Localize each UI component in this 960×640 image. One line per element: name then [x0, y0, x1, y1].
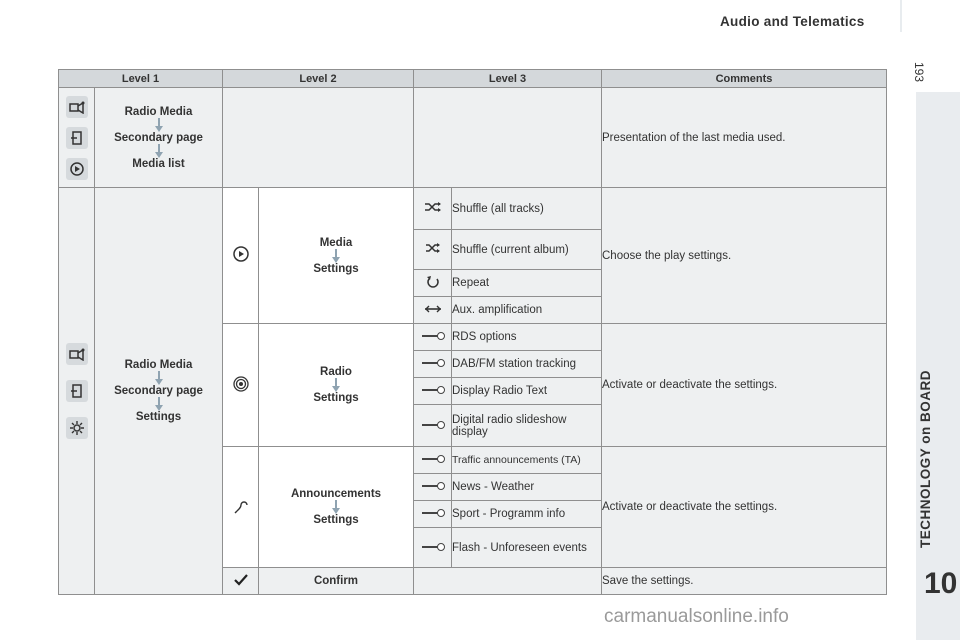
toggle-icon: [422, 455, 444, 463]
toggle-rds-cell: [414, 324, 452, 351]
confirm-label: Confirm: [259, 568, 414, 595]
secondary-page-label: Secondary page: [114, 385, 203, 397]
settings-label: Settings: [313, 392, 359, 404]
section-title: TECHNOLOGY on BOARD: [918, 370, 933, 548]
option-dab-fm: DAB/FM station tracking: [452, 351, 602, 378]
option-aux-amplification: Aux. amplification: [452, 297, 602, 324]
col-level-2: Level 2: [223, 70, 414, 88]
option-repeat: Repeat: [452, 270, 602, 297]
table-row-media-shuffle-all: [59, 188, 887, 230]
option-news: News - Weather: [452, 474, 602, 501]
level1-labels-cell: [95, 88, 223, 188]
col-comments: Comments: [602, 70, 887, 88]
announcements-icon: [233, 498, 249, 514]
col-level-1: Level 1: [59, 70, 223, 88]
toggle-news-cell: [414, 474, 452, 501]
announcements-settings-cell: [259, 447, 414, 568]
announcements-icon-cell: [223, 447, 259, 568]
shuffle-album-icon-cell: [414, 230, 452, 270]
table-row-media-list: [59, 88, 887, 188]
media-settings-cell: [259, 188, 414, 324]
settings-menu-table: [58, 69, 887, 595]
radio-media-label: Radio Media: [124, 359, 193, 371]
toggle-sport-cell: [414, 501, 452, 528]
checkmark-icon: [234, 574, 248, 586]
settings-label: Settings: [135, 411, 182, 423]
secondary-page-label: Secondary page: [114, 131, 203, 144]
toggle-icon: [422, 386, 444, 394]
toggle-icon: [422, 482, 444, 490]
toggle-icon: [422, 332, 444, 340]
toggle-icon: [422, 421, 444, 429]
toggle-flash-cell: [414, 528, 452, 568]
settings-gear-icon: [66, 417, 88, 439]
media-list-icon: [66, 158, 88, 180]
page-header-title: Audio and Telematics: [720, 14, 865, 29]
shuffle-album-icon: [425, 242, 441, 254]
comment-announcement-settings: Activate or deactivate the settings.: [602, 447, 887, 568]
col-level-3: Level 3: [414, 70, 602, 88]
option-sport: Sport - Programm info: [452, 501, 602, 528]
repeat-icon: [426, 275, 440, 289]
repeat-icon-cell: [414, 270, 452, 297]
option-radio-text: Display Radio Text: [452, 378, 602, 405]
option-traffic: Traffic announcements (TA): [452, 447, 602, 474]
radio-media-icon: [66, 343, 88, 365]
radio-icon-cell: [223, 324, 259, 447]
aux-icon-cell: [414, 297, 452, 324]
announcements-label: Announcements: [290, 488, 382, 500]
confirm-icon-cell: [223, 568, 259, 595]
empty-level2-cell: [223, 88, 414, 188]
comment-play-settings: Choose the play settings.: [602, 188, 887, 324]
option-flash: Flash - Unforeseen events: [452, 528, 602, 568]
comment-save-settings: Save the settings.: [602, 568, 887, 595]
option-rds: RDS options: [452, 324, 602, 351]
media-label: Media: [319, 236, 353, 249]
arrow-down-icon: [154, 118, 164, 132]
secondary-page-icon: [66, 380, 88, 402]
toggle-dab-cell: [414, 351, 452, 378]
media-list-label: Media list: [132, 157, 185, 170]
option-shuffle-album: Shuffle (current album): [452, 230, 602, 270]
comment-radio-settings: Activate or deactivate the settings.: [602, 324, 887, 447]
toggle-icon: [422, 543, 444, 551]
toggle-icon: [422, 359, 444, 367]
level1-icons-cell: [59, 88, 95, 188]
level1-settings-icons-cell: [59, 188, 95, 595]
option-slideshow: Digital radio slideshow display: [452, 405, 602, 447]
settings-label: Settings: [313, 514, 359, 526]
header-divider: [900, 0, 902, 32]
radio-settings-cell: [259, 324, 414, 447]
toggle-traffic-cell: [414, 447, 452, 474]
arrow-down-icon: [331, 500, 341, 514]
secondary-page-icon: [66, 127, 88, 149]
option-shuffle-all: Shuffle (all tracks): [452, 188, 602, 230]
watermark: carmanualsonline.info: [604, 606, 789, 627]
page-number: [912, 62, 926, 92]
empty-confirm-level3: [414, 568, 602, 595]
radio-media-icon: [66, 96, 88, 118]
media-icon-cell: [223, 188, 259, 324]
toggle-icon: [422, 509, 444, 517]
arrow-down-icon: [154, 371, 164, 385]
arrow-down-icon: [331, 249, 341, 263]
arrow-down-icon: [154, 397, 164, 411]
aux-amplification-icon: [424, 305, 442, 313]
toggle-radio-text-cell: [414, 378, 452, 405]
radio-label: Radio: [320, 366, 352, 378]
toggle-slideshow-cell: [414, 405, 452, 447]
radio-media-label: Radio Media: [124, 105, 193, 118]
page-number-text: 193: [912, 62, 926, 83]
radio-broadcast-icon: [233, 376, 249, 392]
shuffle-all-icon: [424, 201, 442, 213]
media-play-icon: [232, 245, 250, 263]
arrow-down-icon: [154, 144, 164, 158]
level1-settings-labels-cell: [95, 188, 223, 595]
shuffle-all-icon-cell: [414, 188, 452, 230]
settings-label: Settings: [313, 262, 359, 275]
comment-last-media: Presentation of the last media used.: [602, 88, 887, 188]
chapter-number: 10: [924, 567, 958, 600]
table-header-row: [59, 70, 887, 88]
arrow-down-icon: [331, 378, 341, 392]
empty-level3-cell: [414, 88, 602, 188]
